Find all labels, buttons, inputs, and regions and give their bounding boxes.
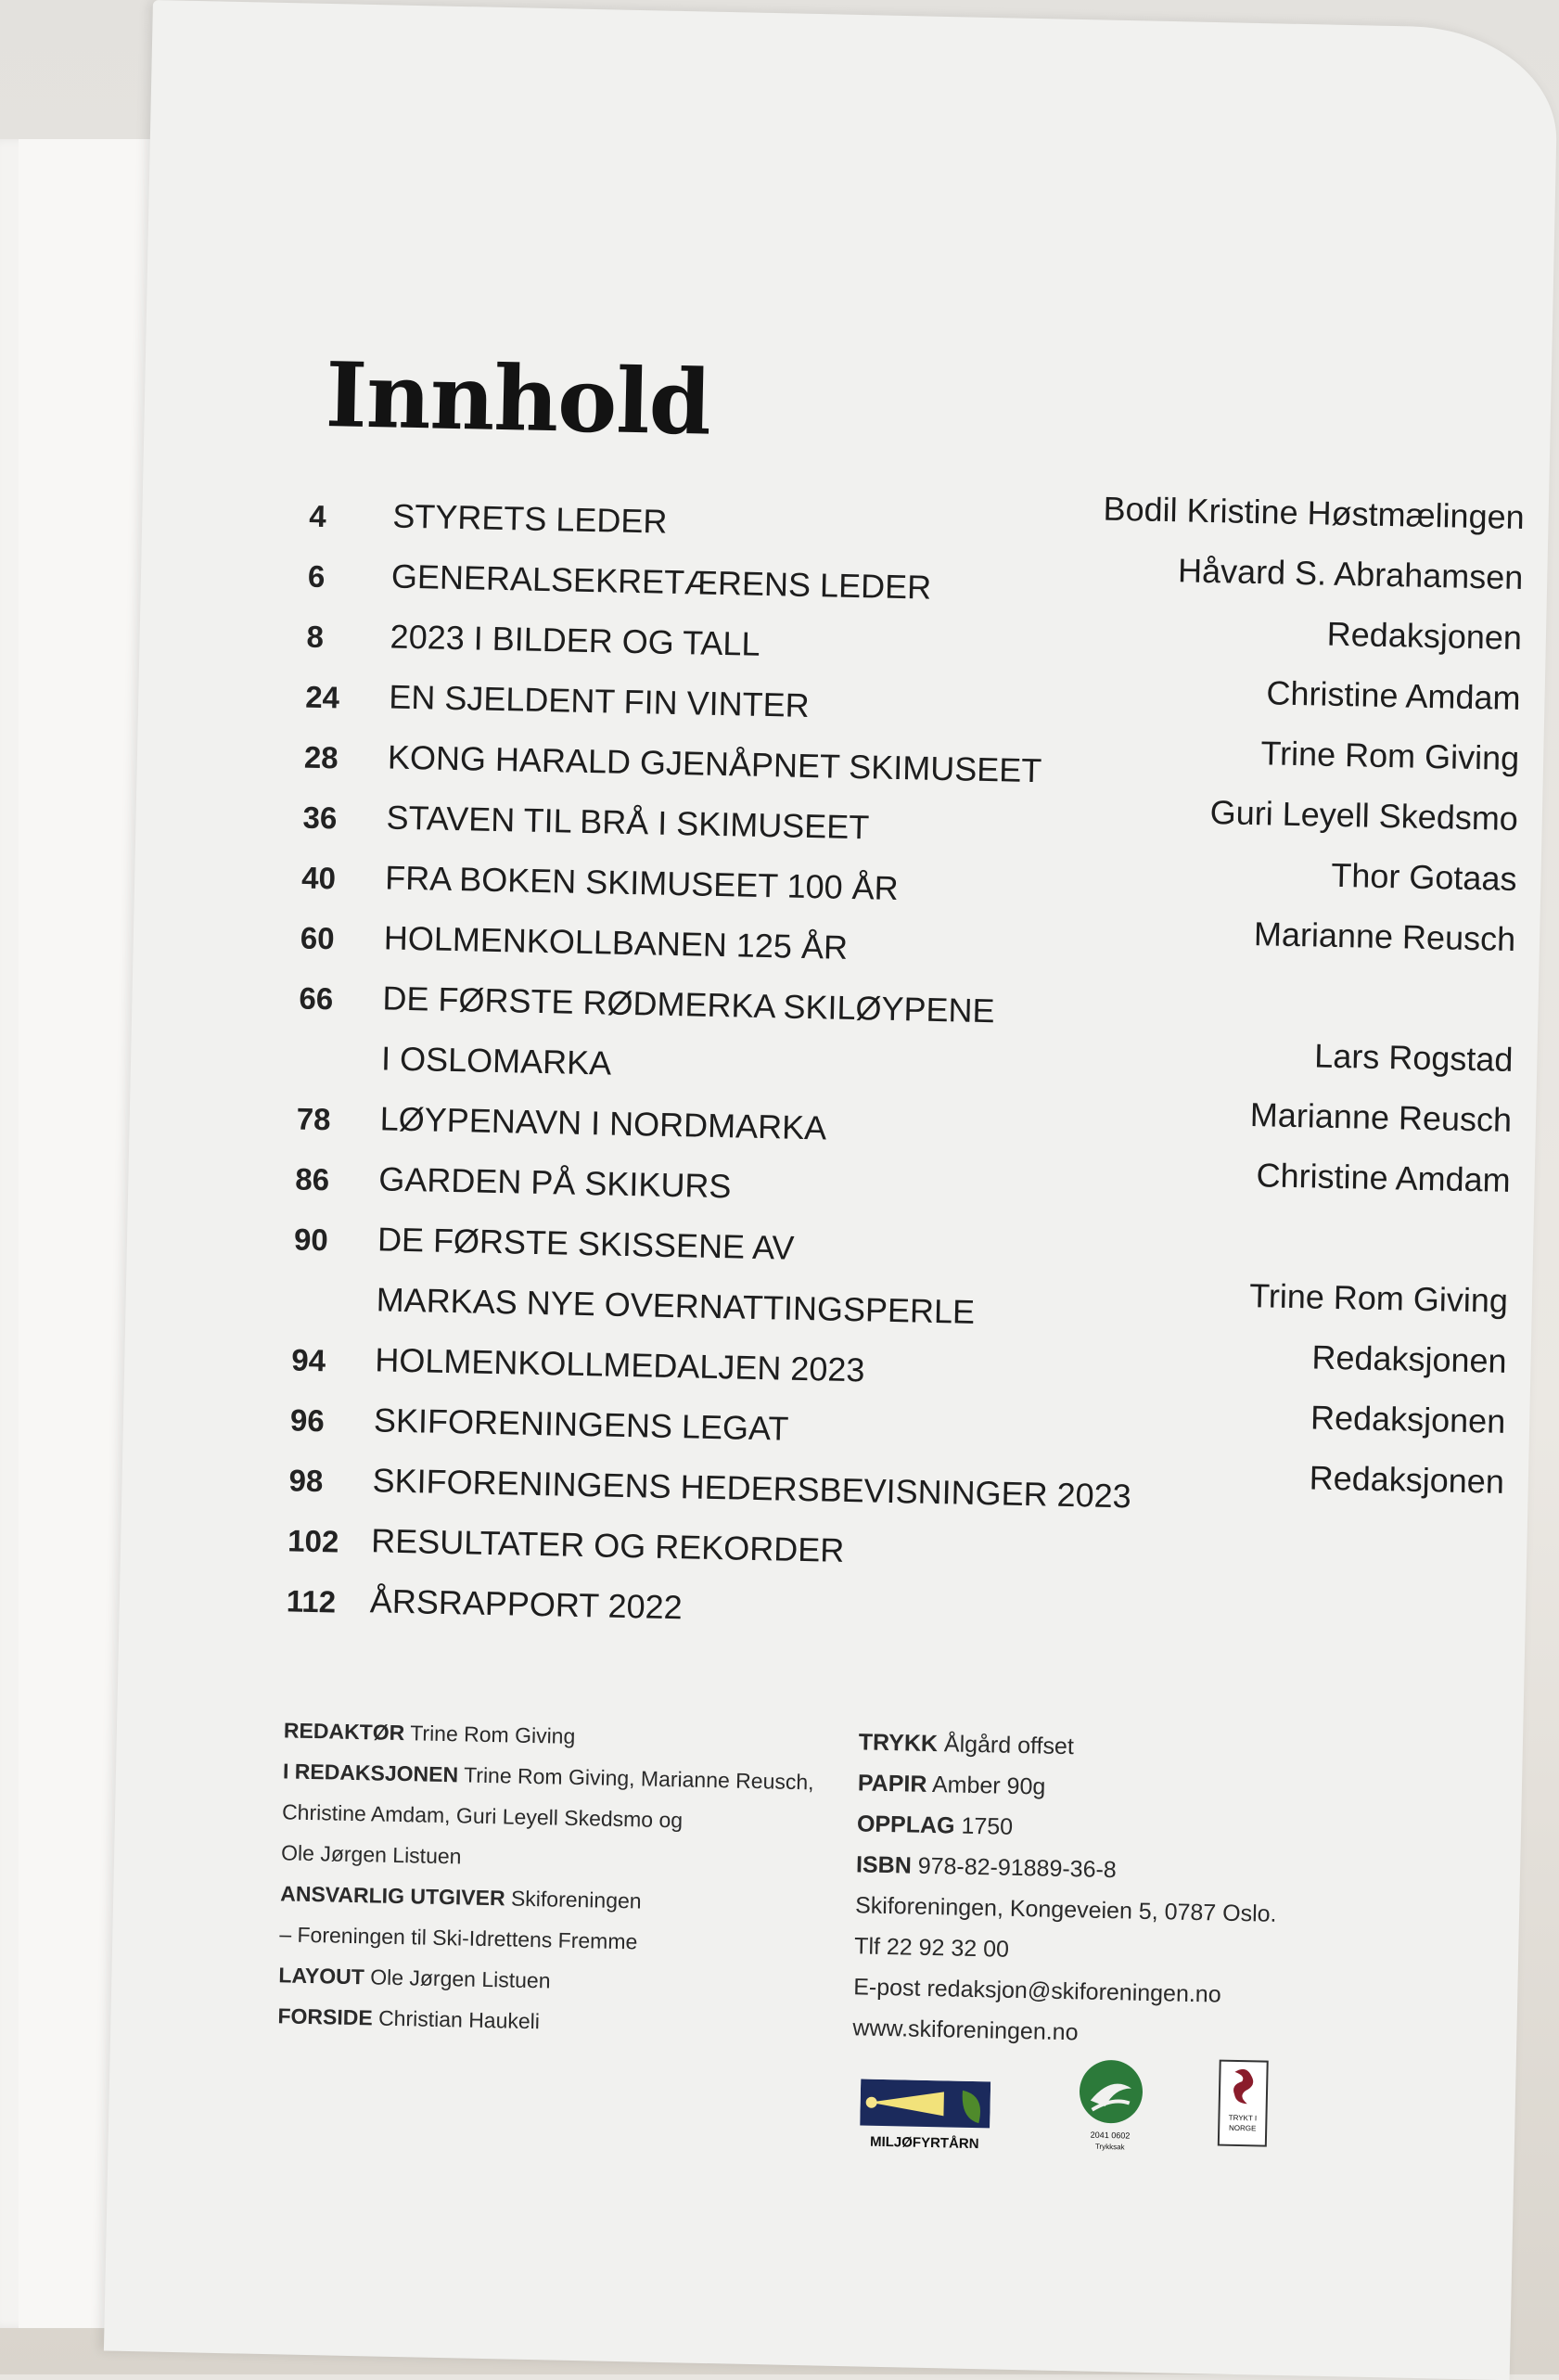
toc-author: Redaksjonen xyxy=(1311,1337,1508,1380)
toc-author: Håvard S. Abrahamsen xyxy=(1177,551,1524,597)
toc-page-number: 112 xyxy=(286,1583,337,1619)
toc-page-number: 6 xyxy=(307,558,326,595)
address: Skiforeningen, Kongeveien 5, 0787 Oslo. xyxy=(854,1892,1277,1927)
email: E-post redaksjon@skiforeningen.no xyxy=(853,1974,1221,2008)
toc-title: GENERALSEKRETÆRENS LEDER xyxy=(390,557,932,607)
credit-value: Trine Rom Giving xyxy=(409,1721,576,1748)
credit-value: Christian Haukeli xyxy=(377,2005,541,2034)
credit-value: – Foreningen til Ski-Idrettens Fremme xyxy=(279,1922,638,1954)
credit-label: REDAKTØR xyxy=(283,1718,405,1746)
toc-page-number: 90 xyxy=(293,1222,329,1258)
toc-page-number: 66 xyxy=(299,980,334,1017)
credit-value: Trine Rom Giving, Marianne Reusch, xyxy=(463,1762,814,1795)
toc-author: Guri Leyell Skedsmo xyxy=(1209,793,1519,838)
toc-title: I OSLOMARKA xyxy=(380,1039,612,1082)
toc-title: SKIFORENINGENS LEGAT xyxy=(373,1401,789,1448)
toc-page-number xyxy=(293,1282,349,1283)
toc-page-number: 36 xyxy=(302,800,338,836)
toc-title: STAVEN TIL BRÅ I SKIMUSEET xyxy=(386,798,870,847)
toc-page-number: 98 xyxy=(288,1463,324,1499)
toc-page-number: 24 xyxy=(304,679,340,715)
toc-title: HOLMENKOLLBANEN 125 ÅR xyxy=(383,918,849,966)
toc-author: Redaksjonen xyxy=(1310,1398,1506,1440)
contents-page xyxy=(104,0,1559,2380)
toc-author: Trine Rom Giving xyxy=(1248,1276,1509,1320)
toc-page-number: 96 xyxy=(289,1402,326,1439)
certification-logos xyxy=(860,2051,1325,2162)
logo-text: NORGE xyxy=(1228,2123,1257,2133)
toc-page-number: 78 xyxy=(296,1101,331,1137)
toc-author: Trine Rom Giving xyxy=(1260,734,1520,778)
miljofyrtarn-logo-icon xyxy=(860,2079,991,2156)
toc-title: LØYPENAVN I NORDMARKA xyxy=(379,1099,827,1147)
credit-label: LAYOUT xyxy=(278,1963,365,1990)
toc-author: Lars Rogstad xyxy=(1313,1036,1514,1079)
credit-value: Ole Jørgen Listuen xyxy=(369,1964,551,1993)
website: www.skiforeningen.no xyxy=(852,2015,1079,2046)
print-label: TRYKK xyxy=(858,1729,939,1758)
toc-title: GARDEN PÅ SKIKURS xyxy=(378,1159,732,1206)
credit-label: FORSIDE xyxy=(277,2003,373,2030)
logo-text: TRYKT I xyxy=(1228,2113,1258,2123)
print-info xyxy=(852,1721,1378,2059)
print-label: PAPIR xyxy=(857,1770,927,1798)
toc-page-number: 60 xyxy=(300,920,335,956)
swan-ecolabel-icon xyxy=(1072,2055,1148,2159)
toc-page-number: 102 xyxy=(287,1523,339,1559)
page-title: Innhold xyxy=(324,342,712,455)
print-value: Amber 90g xyxy=(931,1772,1046,1800)
toc-page-number: 86 xyxy=(295,1161,330,1197)
toc-author: Marianne Reusch xyxy=(1249,1095,1513,1139)
toc-page-number: 94 xyxy=(290,1342,326,1378)
print-value: 978-82-91889-36-8 xyxy=(917,1852,1118,1884)
logo-text: 2041 0602 xyxy=(1090,2130,1131,2141)
toc-author: Marianne Reusch xyxy=(1253,915,1516,958)
editorial-credits xyxy=(277,1709,859,2048)
toc-page-number: 8 xyxy=(306,619,325,655)
toc-author: Bodil Kristine Høstmælingen xyxy=(1103,489,1526,537)
toc-page-number: 40 xyxy=(300,860,337,896)
toc-page-number: 28 xyxy=(303,739,339,775)
toc-title: ÅRSRAPPORT 2022 xyxy=(369,1581,684,1627)
toc-title: DE FØRSTE SKISSENE AV xyxy=(377,1220,795,1267)
toc-title: KONG HARALD GJENÅPNET SKIMUSEET xyxy=(387,737,1042,790)
trykt-i-norge-icon xyxy=(1217,2059,1270,2148)
toc-title: HOLMENKOLLMEDALJEN 2023 xyxy=(374,1340,865,1389)
toc-title: FRA BOKEN SKIMUSEET 100 ÅR xyxy=(384,858,900,908)
toc-title: STYRETS LEDER xyxy=(391,496,668,541)
logo-text: MILJØFYRTÅRN xyxy=(869,2133,979,2153)
toc-title: RESULTATER OG REKORDER xyxy=(370,1521,845,1569)
toc-title: 2023 I BILDER OG TALL xyxy=(390,617,760,663)
toc-page-number xyxy=(299,1042,354,1043)
print-label: ISBN xyxy=(855,1851,913,1879)
toc-title: SKIFORENINGENS HEDERSBEVISNINGER 2023 xyxy=(372,1461,1132,1516)
credit-value: Ole Jørgen Listuen xyxy=(280,1840,462,1869)
toc-author: Christine Amdam xyxy=(1256,1156,1512,1199)
logo-text: Trykksak xyxy=(1094,2142,1125,2152)
toc-author: Christine Amdam xyxy=(1266,673,1521,718)
toc-author: Redaksjonen xyxy=(1326,614,1523,658)
toc-title: MARKAS NYE OVERNATTINGSPERLE xyxy=(376,1280,976,1331)
print-value: 1750 xyxy=(961,1812,1014,1840)
phone: Tlf 22 92 32 00 xyxy=(853,1933,1010,1963)
print-label: OPPLAG xyxy=(856,1811,955,1839)
print-value: Ålgård offset xyxy=(943,1731,1075,1760)
toc-author: Redaksjonen xyxy=(1309,1458,1505,1501)
credit-label: I REDAKSJONEN xyxy=(282,1759,459,1787)
credit-label: ANSVARLIG UTGIVER xyxy=(280,1881,505,1911)
toc-page-number: 4 xyxy=(309,498,327,534)
toc-title: DE FØRSTE RØDMERKA SKILØYPENE xyxy=(382,979,995,1030)
toc-author: Thor Gotaas xyxy=(1331,855,1517,898)
credit-value: Skiforeningen xyxy=(510,1886,642,1913)
credit-value: Christine Amdam, Guri Leyell Skedsmo og xyxy=(281,1799,684,1833)
toc-title: EN SJELDENT FIN VINTER xyxy=(388,677,811,724)
table-of-contents xyxy=(286,486,1525,1657)
